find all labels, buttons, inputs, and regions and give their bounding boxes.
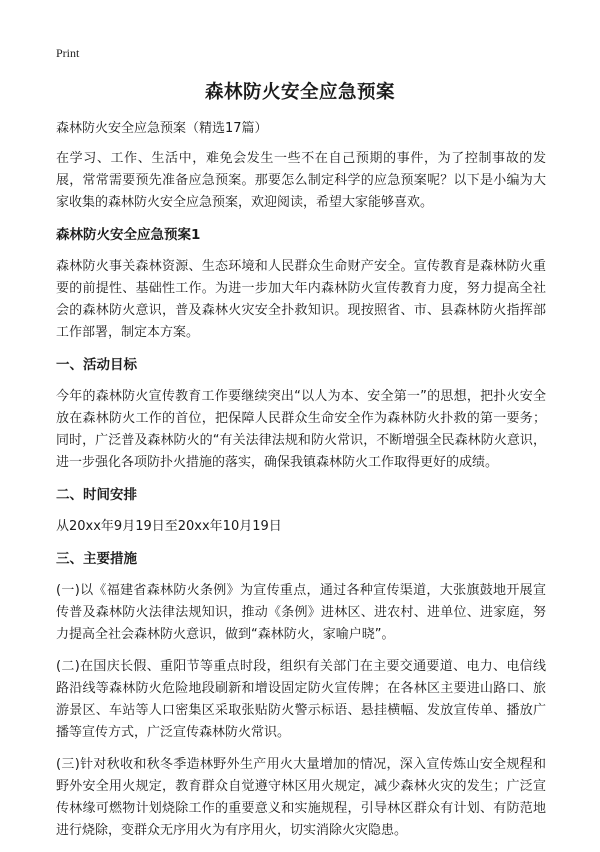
section-heading: 森林防火安全应急预案1	[56, 227, 201, 243]
measure-paragraph: (一)以《福建省森林防火条例》为宣传重点，通过各种宣传渠道，大张旗鼓地开展宣传普及森林防火法律法规知识，推动《条例》进林区、进农村、进单位、进家庭，努力提高全社会森林防火意识，做到“森林防火，家喻户晓”。	[56, 583, 546, 642]
page-title: 森林防火安全应急预案	[204, 82, 395, 103]
time-paragraph: 从20xx年9月19日至20xx年10月19日	[56, 519, 282, 534]
measure-paragraph: (二)在国庆长假、重阳节等重点时段，组织有关部门在主要交通要道、电力、电信线路沿线等森林防火危险地段刷新和增设固定防火宣传牌；在各林区主要进山路口、旅游景区、车站等人口密集区采取张贴防火警示标语、悬挂横幅、发放宣传单、播放广播等宣传方式，广泛宣传森林防火常识。	[56, 659, 546, 740]
document-body	[56, 118, 546, 852]
intro-paragraph: 在学习、工作、生活中，难免会发生一些不在自己预期的事件，为了控制事故的发展，常常需要预先准备应急预案。那要怎么制定科学的应急预案呢？以下是小编为大家收集的森林防火安全应急预案，欢迎阅读，希望大家能够喜欢。	[56, 151, 546, 210]
document-subtitle: 森林防火安全应急预案（精选17篇）	[56, 121, 268, 136]
goal-heading: 一、活动目标	[56, 357, 137, 373]
print-link[interactable]: Print	[56, 46, 80, 60]
measure-paragraph: (三)针对秋收和秋冬季造林野外生产用火大量增加的情况，深入宣传炼山安全规程和野外安全用火规定，教育群众自觉遵守林区用火规定，减少森林火灾的发生；广泛宣传林缘可燃物计划烧除工作的重要意义和实施规程，引导林区群众有计划、有防范地进行烧除，变群众无序用火为有序用火，切实消除火灾隐患。	[56, 757, 546, 838]
time-heading: 二、时间安排	[56, 487, 137, 503]
section-paragraph: 森林防火事关森林资源、生态环境和人民群众生命财产安全。宣传教育是森林防火重要的前提性、基础性工作。为进一步加大年内森林防火宣传教育力度，努力提高全社会的森林防火意识，普及森林火灾安全扑救知识。现按照省、市、县森林防火指挥部工作部署，制定本方案。	[56, 259, 546, 340]
measures-heading: 三、主要措施	[56, 551, 137, 567]
goal-paragraph: 今年的森林防火宣传教育工作要继续突出“以人为本、安全第一”的思想，把扑火安全放在森林防火工作的首位，把保障人民群众生命安全作为森林防火扑救的第一要务；同时，广泛普及森林防火的“有关法律法规和防火常识，不断增强全民森林防火意识，进一步强化各项防扑火措施的落实，确保我镇森林防火工作取得更好的成绩。	[56, 389, 546, 470]
